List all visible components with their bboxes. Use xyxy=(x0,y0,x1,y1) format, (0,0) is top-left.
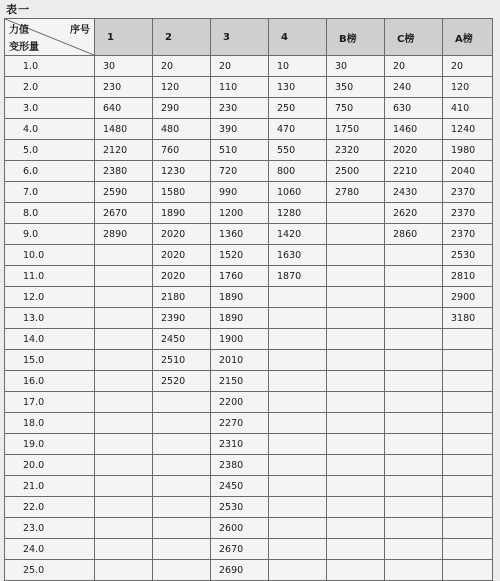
value-cell: 2530 xyxy=(443,245,493,266)
row-label-cell: 11.0 xyxy=(5,266,95,287)
value-cell: 2210 xyxy=(385,161,443,182)
column-header: 1 xyxy=(95,19,153,56)
value-cell: 1480 xyxy=(95,119,153,140)
value-cell xyxy=(95,455,153,476)
value-cell: 30 xyxy=(95,56,153,77)
value-cell xyxy=(385,266,443,287)
value-cell xyxy=(153,476,211,497)
value-cell xyxy=(385,560,443,581)
value-cell xyxy=(443,518,493,539)
value-cell: 2370 xyxy=(443,182,493,203)
value-cell: 1200 xyxy=(211,203,269,224)
value-cell xyxy=(385,392,443,413)
row-label-cell: 21.0 xyxy=(5,476,95,497)
value-cell: 720 xyxy=(211,161,269,182)
value-cell xyxy=(443,350,493,371)
row-label-cell: 15.0 xyxy=(5,350,95,371)
value-cell: 1230 xyxy=(153,161,211,182)
value-cell xyxy=(95,266,153,287)
value-cell: 800 xyxy=(269,161,327,182)
table-body xyxy=(5,56,493,581)
value-cell: 1900 xyxy=(211,329,269,350)
value-cell xyxy=(327,287,385,308)
table-row xyxy=(5,518,493,539)
column-header: 3 xyxy=(211,19,269,56)
value-cell xyxy=(327,560,385,581)
column-header: 2 xyxy=(153,19,211,56)
value-cell: 2040 xyxy=(443,161,493,182)
value-cell xyxy=(385,455,443,476)
value-cell: 990 xyxy=(211,182,269,203)
row-label-cell: 8.0 xyxy=(5,203,95,224)
value-cell: 2270 xyxy=(211,413,269,434)
value-cell xyxy=(385,350,443,371)
table-row xyxy=(5,56,493,77)
value-cell: 2670 xyxy=(95,203,153,224)
table-row xyxy=(5,476,493,497)
value-cell xyxy=(327,497,385,518)
value-cell xyxy=(95,560,153,581)
value-cell: 510 xyxy=(211,140,269,161)
value-cell xyxy=(327,539,385,560)
value-cell xyxy=(269,371,327,392)
value-cell xyxy=(153,413,211,434)
value-cell: 2390 xyxy=(153,308,211,329)
value-cell: 110 xyxy=(211,77,269,98)
value-cell: 230 xyxy=(211,98,269,119)
value-cell: 1890 xyxy=(211,287,269,308)
value-cell xyxy=(269,413,327,434)
value-cell: 230 xyxy=(95,77,153,98)
value-cell: 2890 xyxy=(95,224,153,245)
value-cell: 350 xyxy=(327,77,385,98)
row-label-cell: 5.0 xyxy=(5,140,95,161)
value-cell: 2120 xyxy=(95,140,153,161)
value-cell xyxy=(153,497,211,518)
value-cell xyxy=(95,392,153,413)
corner-label-bottom: 变形量 xyxy=(9,42,39,53)
value-cell xyxy=(95,413,153,434)
value-cell xyxy=(327,245,385,266)
value-cell: 120 xyxy=(153,77,211,98)
column-header: B榜 xyxy=(327,19,385,56)
value-cell xyxy=(95,434,153,455)
value-cell xyxy=(327,266,385,287)
value-cell xyxy=(153,434,211,455)
table-row xyxy=(5,98,493,119)
value-cell: 2600 xyxy=(211,518,269,539)
value-cell xyxy=(443,497,493,518)
corner-label-right: 序号 xyxy=(70,25,90,36)
value-cell: 2690 xyxy=(211,560,269,581)
value-cell: 1060 xyxy=(269,182,327,203)
value-cell: 2510 xyxy=(153,350,211,371)
value-cell xyxy=(95,518,153,539)
value-cell: 2020 xyxy=(385,140,443,161)
table-row xyxy=(5,329,493,350)
value-cell xyxy=(443,371,493,392)
value-cell: 2150 xyxy=(211,371,269,392)
value-cell xyxy=(385,476,443,497)
value-cell xyxy=(443,413,493,434)
value-cell: 2020 xyxy=(153,245,211,266)
value-cell xyxy=(95,497,153,518)
value-cell: 10 xyxy=(269,56,327,77)
corner-label-top: 力值 xyxy=(9,25,29,36)
value-cell: 2900 xyxy=(443,287,493,308)
value-cell: 2320 xyxy=(327,140,385,161)
table-row xyxy=(5,203,493,224)
value-cell: 20 xyxy=(211,56,269,77)
value-cell: 2860 xyxy=(385,224,443,245)
value-cell xyxy=(327,371,385,392)
value-cell xyxy=(327,434,385,455)
value-cell: 240 xyxy=(385,77,443,98)
value-cell xyxy=(443,539,493,560)
value-cell: 2430 xyxy=(385,182,443,203)
value-cell: 2500 xyxy=(327,161,385,182)
value-cell: 1980 xyxy=(443,140,493,161)
value-cell: 2380 xyxy=(211,455,269,476)
row-label-cell: 2.0 xyxy=(5,77,95,98)
value-cell: 2450 xyxy=(211,476,269,497)
value-cell xyxy=(269,497,327,518)
value-cell: 410 xyxy=(443,98,493,119)
table-row xyxy=(5,245,493,266)
value-cell: 2670 xyxy=(211,539,269,560)
row-label-cell: 10.0 xyxy=(5,245,95,266)
value-cell xyxy=(269,392,327,413)
corner-cell xyxy=(5,19,95,56)
table-row xyxy=(5,371,493,392)
value-cell: 1890 xyxy=(211,308,269,329)
value-cell: 1360 xyxy=(211,224,269,245)
value-cell: 640 xyxy=(95,98,153,119)
table-caption: 表一 xyxy=(6,3,30,16)
value-cell xyxy=(327,455,385,476)
value-cell xyxy=(269,476,327,497)
value-cell xyxy=(443,560,493,581)
value-cell: 390 xyxy=(211,119,269,140)
value-cell: 2010 xyxy=(211,350,269,371)
value-cell xyxy=(95,287,153,308)
value-cell xyxy=(153,455,211,476)
value-cell xyxy=(269,287,327,308)
header-row xyxy=(5,19,493,56)
table-row xyxy=(5,497,493,518)
value-cell: 750 xyxy=(327,98,385,119)
value-cell xyxy=(385,518,443,539)
table-row xyxy=(5,434,493,455)
value-cell xyxy=(385,497,443,518)
row-label-cell: 9.0 xyxy=(5,224,95,245)
row-label-cell: 25.0 xyxy=(5,560,95,581)
value-cell xyxy=(385,308,443,329)
value-cell: 1890 xyxy=(153,203,211,224)
value-cell: 470 xyxy=(269,119,327,140)
value-cell xyxy=(153,392,211,413)
table-row xyxy=(5,224,493,245)
table-row xyxy=(5,455,493,476)
value-cell: 30 xyxy=(327,56,385,77)
value-cell xyxy=(385,245,443,266)
value-cell xyxy=(269,539,327,560)
table-row xyxy=(5,77,493,98)
data-table xyxy=(4,18,493,581)
table-row xyxy=(5,560,493,581)
row-label-cell: 17.0 xyxy=(5,392,95,413)
value-cell: 20 xyxy=(385,56,443,77)
value-cell xyxy=(385,434,443,455)
value-cell xyxy=(95,329,153,350)
value-cell xyxy=(385,371,443,392)
value-cell xyxy=(443,329,493,350)
value-cell xyxy=(95,476,153,497)
value-cell xyxy=(153,539,211,560)
value-cell xyxy=(269,455,327,476)
row-label-cell: 24.0 xyxy=(5,539,95,560)
value-cell: 550 xyxy=(269,140,327,161)
value-cell: 760 xyxy=(153,140,211,161)
value-cell: 1520 xyxy=(211,245,269,266)
value-cell: 480 xyxy=(153,119,211,140)
value-cell: 2180 xyxy=(153,287,211,308)
table-row xyxy=(5,287,493,308)
value-cell: 2620 xyxy=(385,203,443,224)
table-row xyxy=(5,266,493,287)
value-cell: 1460 xyxy=(385,119,443,140)
value-cell: 3180 xyxy=(443,308,493,329)
value-cell: 2380 xyxy=(95,161,153,182)
value-cell xyxy=(95,308,153,329)
value-cell xyxy=(327,392,385,413)
row-label-cell: 12.0 xyxy=(5,287,95,308)
value-cell xyxy=(385,287,443,308)
row-label-cell: 14.0 xyxy=(5,329,95,350)
value-cell: 2020 xyxy=(153,266,211,287)
value-cell: 2530 xyxy=(211,497,269,518)
value-cell: 2310 xyxy=(211,434,269,455)
value-cell xyxy=(269,329,327,350)
value-cell: 2370 xyxy=(443,224,493,245)
table-row xyxy=(5,539,493,560)
value-cell: 1280 xyxy=(269,203,327,224)
value-cell: 1750 xyxy=(327,119,385,140)
value-cell xyxy=(95,539,153,560)
value-cell xyxy=(385,329,443,350)
value-cell: 20 xyxy=(153,56,211,77)
value-cell xyxy=(153,560,211,581)
value-cell xyxy=(443,455,493,476)
value-cell: 1580 xyxy=(153,182,211,203)
row-label-cell: 19.0 xyxy=(5,434,95,455)
value-cell: 1630 xyxy=(269,245,327,266)
value-cell xyxy=(443,392,493,413)
table-row xyxy=(5,350,493,371)
value-cell: 2590 xyxy=(95,182,153,203)
value-cell: 20 xyxy=(443,56,493,77)
value-cell xyxy=(153,518,211,539)
row-label-cell: 22.0 xyxy=(5,497,95,518)
value-cell: 290 xyxy=(153,98,211,119)
row-label-cell: 1.0 xyxy=(5,56,95,77)
value-cell xyxy=(327,350,385,371)
table-row xyxy=(5,413,493,434)
value-cell xyxy=(95,245,153,266)
value-cell xyxy=(327,518,385,539)
value-cell: 130 xyxy=(269,77,327,98)
value-cell xyxy=(95,371,153,392)
value-cell xyxy=(327,476,385,497)
value-cell: 2020 xyxy=(153,224,211,245)
value-cell: 1240 xyxy=(443,119,493,140)
value-cell xyxy=(269,518,327,539)
value-cell xyxy=(385,539,443,560)
table-row xyxy=(5,161,493,182)
row-label-cell: 23.0 xyxy=(5,518,95,539)
value-cell: 2520 xyxy=(153,371,211,392)
value-cell xyxy=(269,308,327,329)
table-row xyxy=(5,392,493,413)
value-cell: 250 xyxy=(269,98,327,119)
value-cell: 2780 xyxy=(327,182,385,203)
column-header: 4 xyxy=(269,19,327,56)
row-label-cell: 6.0 xyxy=(5,161,95,182)
value-cell: 1870 xyxy=(269,266,327,287)
value-cell xyxy=(443,476,493,497)
table-row xyxy=(5,140,493,161)
value-cell xyxy=(327,224,385,245)
value-cell: 2370 xyxy=(443,203,493,224)
row-label-cell: 16.0 xyxy=(5,371,95,392)
value-cell: 120 xyxy=(443,77,493,98)
value-cell xyxy=(327,203,385,224)
value-cell xyxy=(95,350,153,371)
value-cell: 1420 xyxy=(269,224,327,245)
value-cell xyxy=(327,413,385,434)
value-cell: 2200 xyxy=(211,392,269,413)
value-cell: 630 xyxy=(385,98,443,119)
row-label-cell: 7.0 xyxy=(5,182,95,203)
value-cell xyxy=(327,329,385,350)
value-cell: 2450 xyxy=(153,329,211,350)
table-row xyxy=(5,119,493,140)
table-row xyxy=(5,308,493,329)
value-cell xyxy=(269,350,327,371)
column-header: C榜 xyxy=(385,19,443,56)
row-label-cell: 20.0 xyxy=(5,455,95,476)
value-cell xyxy=(327,308,385,329)
row-label-cell: 13.0 xyxy=(5,308,95,329)
row-label-cell: 18.0 xyxy=(5,413,95,434)
table-row xyxy=(5,182,493,203)
value-cell xyxy=(385,413,443,434)
value-cell xyxy=(269,434,327,455)
value-cell xyxy=(443,434,493,455)
value-cell: 1760 xyxy=(211,266,269,287)
value-cell: 2810 xyxy=(443,266,493,287)
column-header: A榜 xyxy=(443,19,493,56)
row-label-cell: 4.0 xyxy=(5,119,95,140)
row-label-cell: 3.0 xyxy=(5,98,95,119)
value-cell xyxy=(269,560,327,581)
